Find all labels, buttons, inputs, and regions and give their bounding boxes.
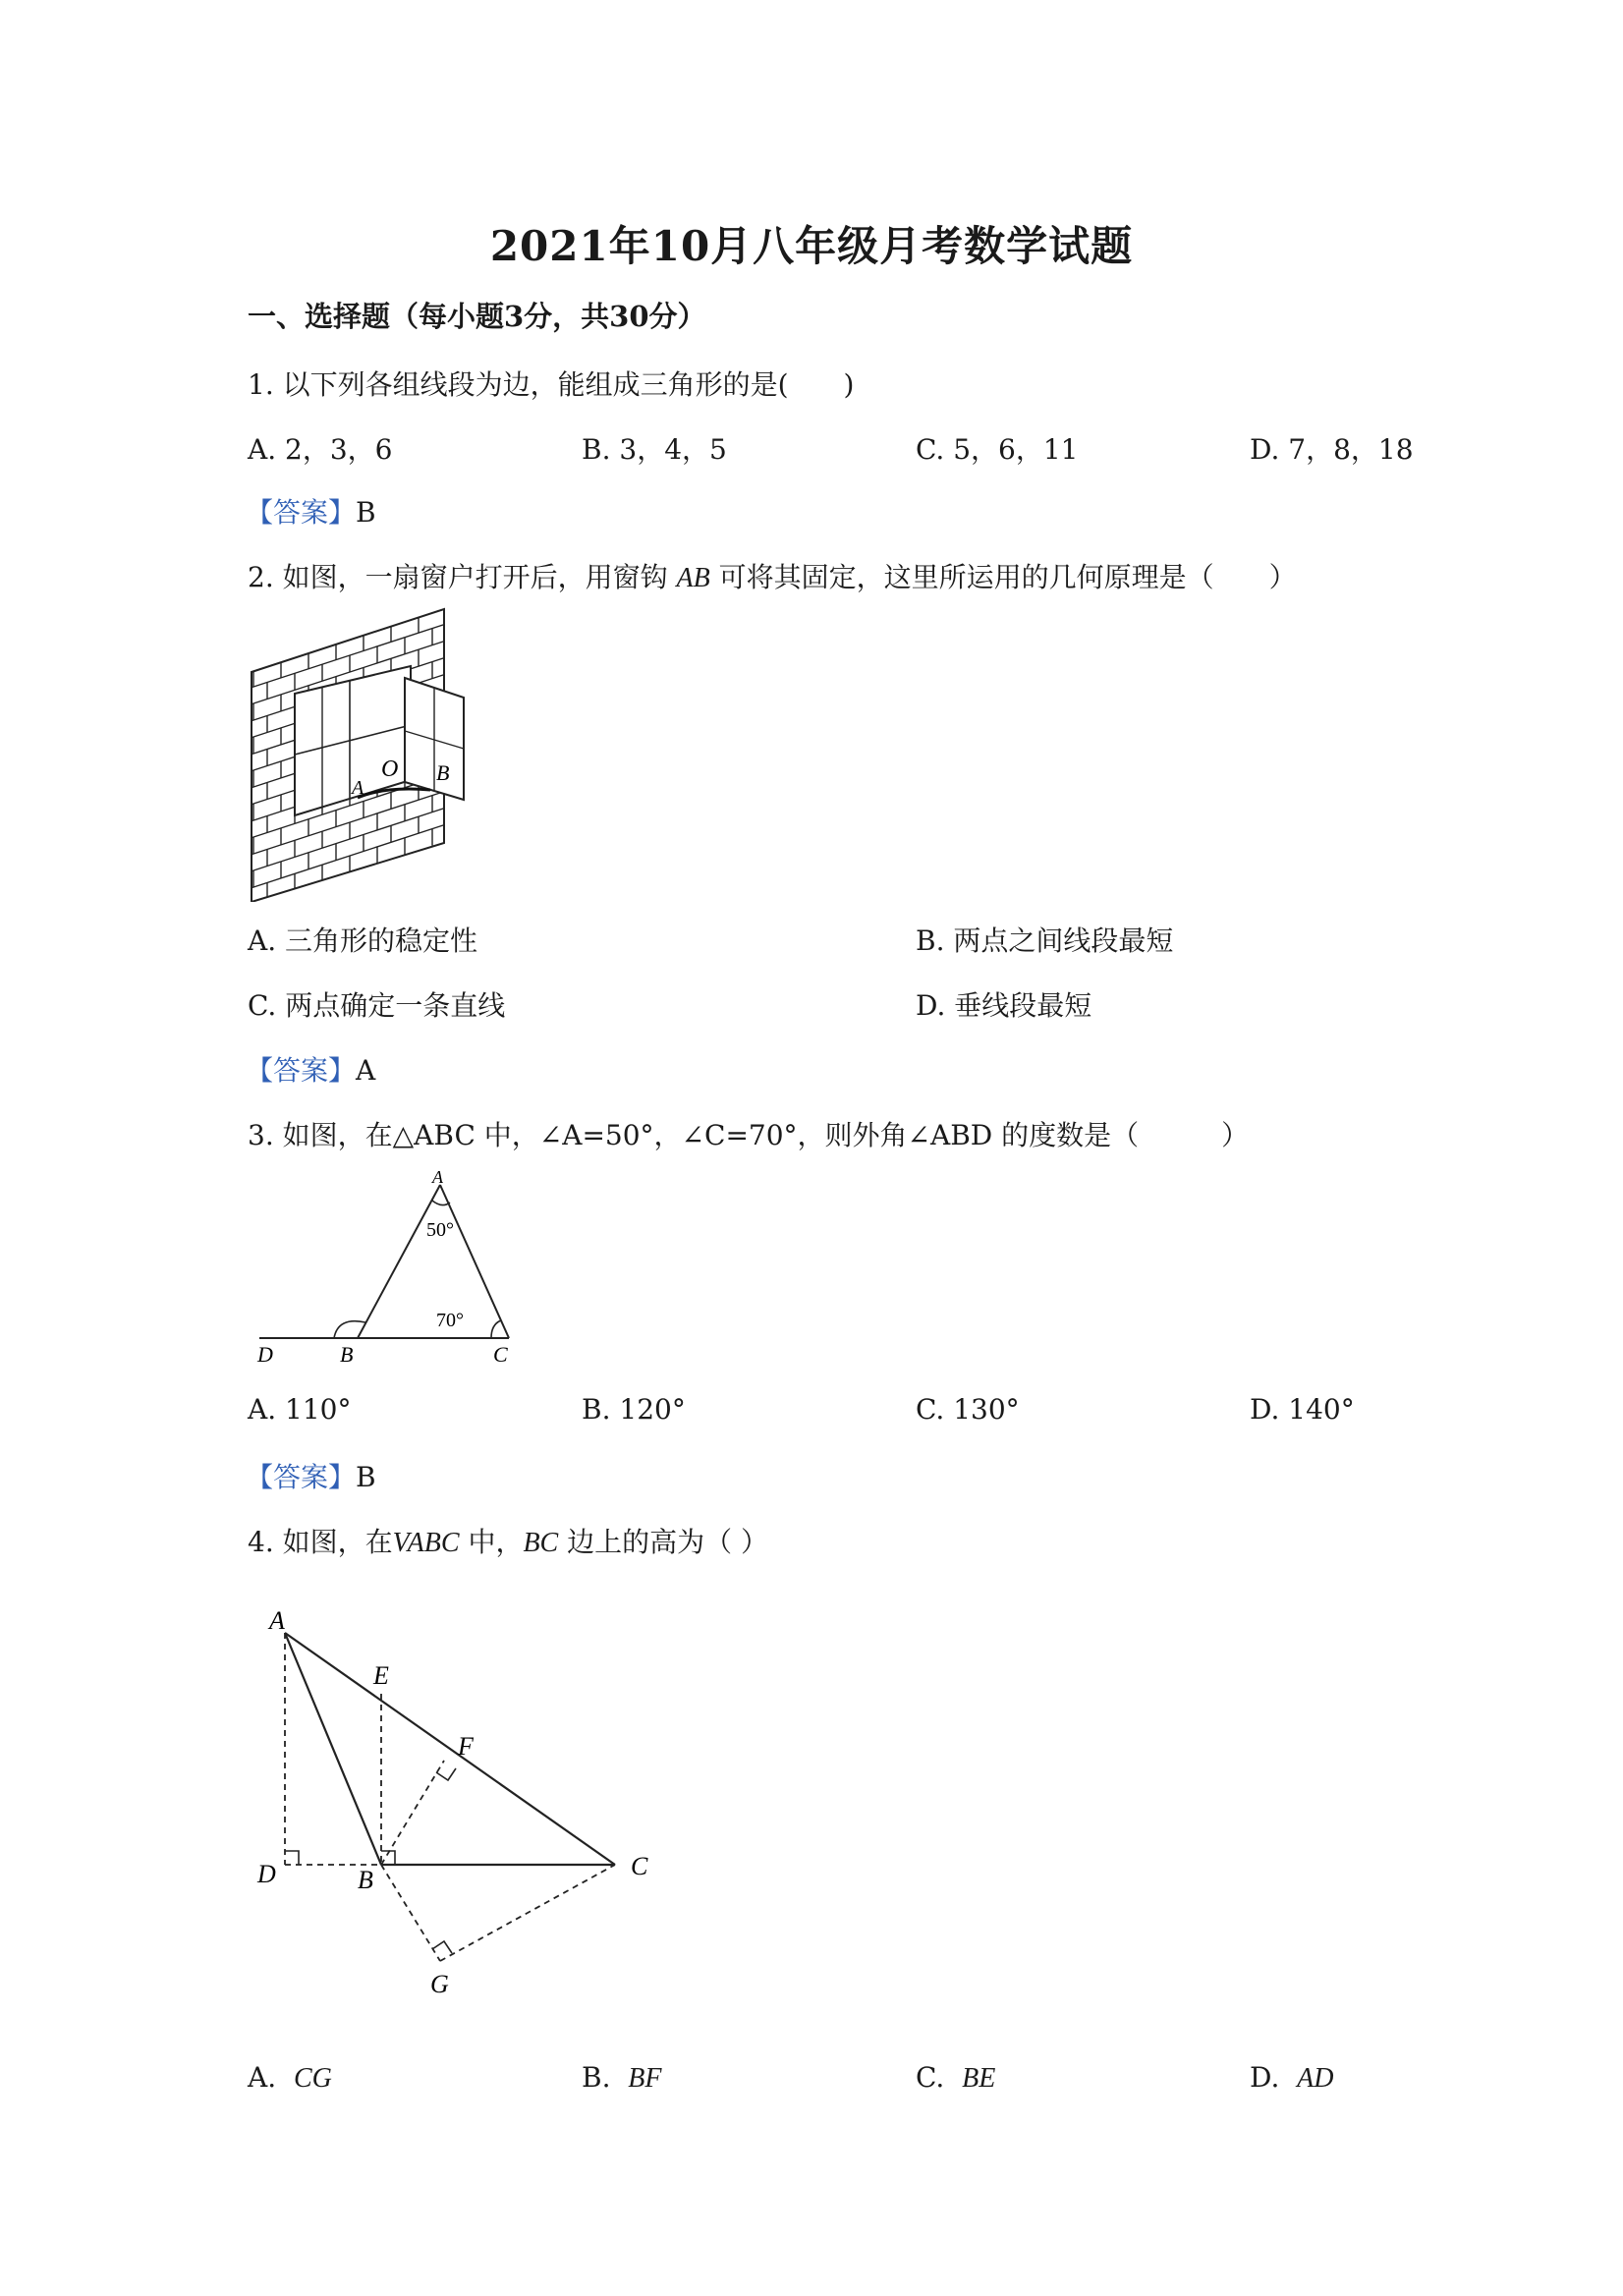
figure-label-a: A	[269, 1606, 285, 1635]
question-4-option-b	[582, 2061, 662, 2095]
question-1-option-c: C. 5，6，11	[916, 433, 1079, 466]
question-3-option-c: C. 130°	[916, 1393, 1020, 1426]
stem-text: 边上的高为（ ）	[558, 1526, 769, 1558]
answer-value: B	[356, 496, 376, 529]
question-1-option-b: B. 3，4，5	[582, 433, 727, 466]
question-3-option-b: B. 120°	[582, 1393, 686, 1426]
figure-label-f: F	[458, 1732, 474, 1761]
question-3-option-a: A. 110°	[248, 1393, 352, 1426]
answer-tag: 【答案】	[246, 496, 357, 529]
question-3-answer	[246, 1456, 376, 1495]
triangle-figure-1	[248, 1169, 532, 1366]
answer-value: A	[356, 1054, 376, 1087]
question-2-answer	[246, 1049, 375, 1089]
stem-math: VABC	[392, 1528, 460, 1558]
figure-label-o: O	[381, 756, 399, 782]
question-2-stem	[248, 556, 1297, 595]
answer-tag: 【答案】	[246, 1054, 357, 1087]
angle-label-c: 70°	[436, 1310, 464, 1331]
page-title: 2021年10月八年级月考数学试题	[489, 222, 1134, 270]
question-3-stem: 3. 如图，在△ABC 中，∠A=50°，∠C=70°，则外角∠ABD 的度数是（ ）	[248, 1119, 1250, 1151]
figure-label-d: D	[257, 1860, 276, 1888]
option-value: BE	[962, 2063, 996, 2094]
question-1-stem: 1. 以下列各组线段为边，能组成三角形的是( )	[248, 368, 855, 401]
option-value: BF	[628, 2063, 662, 2094]
window-figure	[248, 607, 483, 902]
figure-label-b: B	[436, 760, 450, 785]
triangle-figure-2	[248, 1592, 680, 2004]
question-2-option-a: A. 三角形的稳定性	[248, 924, 478, 957]
figure-label-a: A	[432, 1169, 443, 1187]
question-2-option-b: B. 两点之间线段最短	[916, 924, 1174, 957]
stem-text: 4. 如图，在	[248, 1526, 393, 1558]
figure-label-c: C	[493, 1342, 508, 1366]
option-letter: D.	[1250, 2061, 1280, 2094]
figure-label-b: B	[340, 1342, 354, 1366]
question-3-option-d: D. 140°	[1250, 1393, 1355, 1426]
option-letter: B.	[582, 2061, 611, 2094]
section-heading: 一、选择题（每小题3分，共30分）	[248, 300, 706, 333]
option-value: AD	[1297, 2063, 1334, 2094]
question-4-option-d	[1250, 2061, 1334, 2095]
option-value: CG	[293, 2063, 332, 2094]
question-2-option-d: D. 垂线段最短	[916, 989, 1092, 1022]
question-4-stem	[248, 1521, 768, 1560]
answer-value: B	[356, 1461, 376, 1493]
question-4-option-c	[916, 2061, 995, 2095]
angle-label-a: 50°	[426, 1219, 454, 1241]
stem-math: BC	[523, 1528, 559, 1558]
figure-label-e: E	[373, 1661, 389, 1690]
option-letter: A.	[248, 2061, 277, 2094]
figure-label-b: B	[358, 1866, 373, 1894]
figure-label-d: D	[257, 1342, 273, 1366]
stem-math: AB	[676, 563, 710, 593]
question-2-option-c: C. 两点确定一条直线	[248, 989, 506, 1022]
stem-text: 2. 如图，一扇窗户打开后，用窗钩	[248, 561, 668, 593]
option-letter: C.	[916, 2061, 945, 2094]
question-1-option-a: A. 2，3，6	[248, 433, 393, 466]
answer-tag: 【答案】	[246, 1461, 357, 1493]
stem-text: 可将其固定，这里所运用的几何原理是（ ）	[718, 561, 1297, 593]
figure-label-g: G	[430, 1970, 449, 1998]
figure-label-c: C	[631, 1852, 648, 1880]
question-1-answer	[246, 491, 376, 531]
question-1-option-d: D. 7，8，18	[1250, 433, 1414, 466]
stem-text: 中，	[459, 1526, 524, 1558]
question-4-option-a	[248, 2061, 332, 2095]
figure-label-a: A	[352, 777, 364, 799]
